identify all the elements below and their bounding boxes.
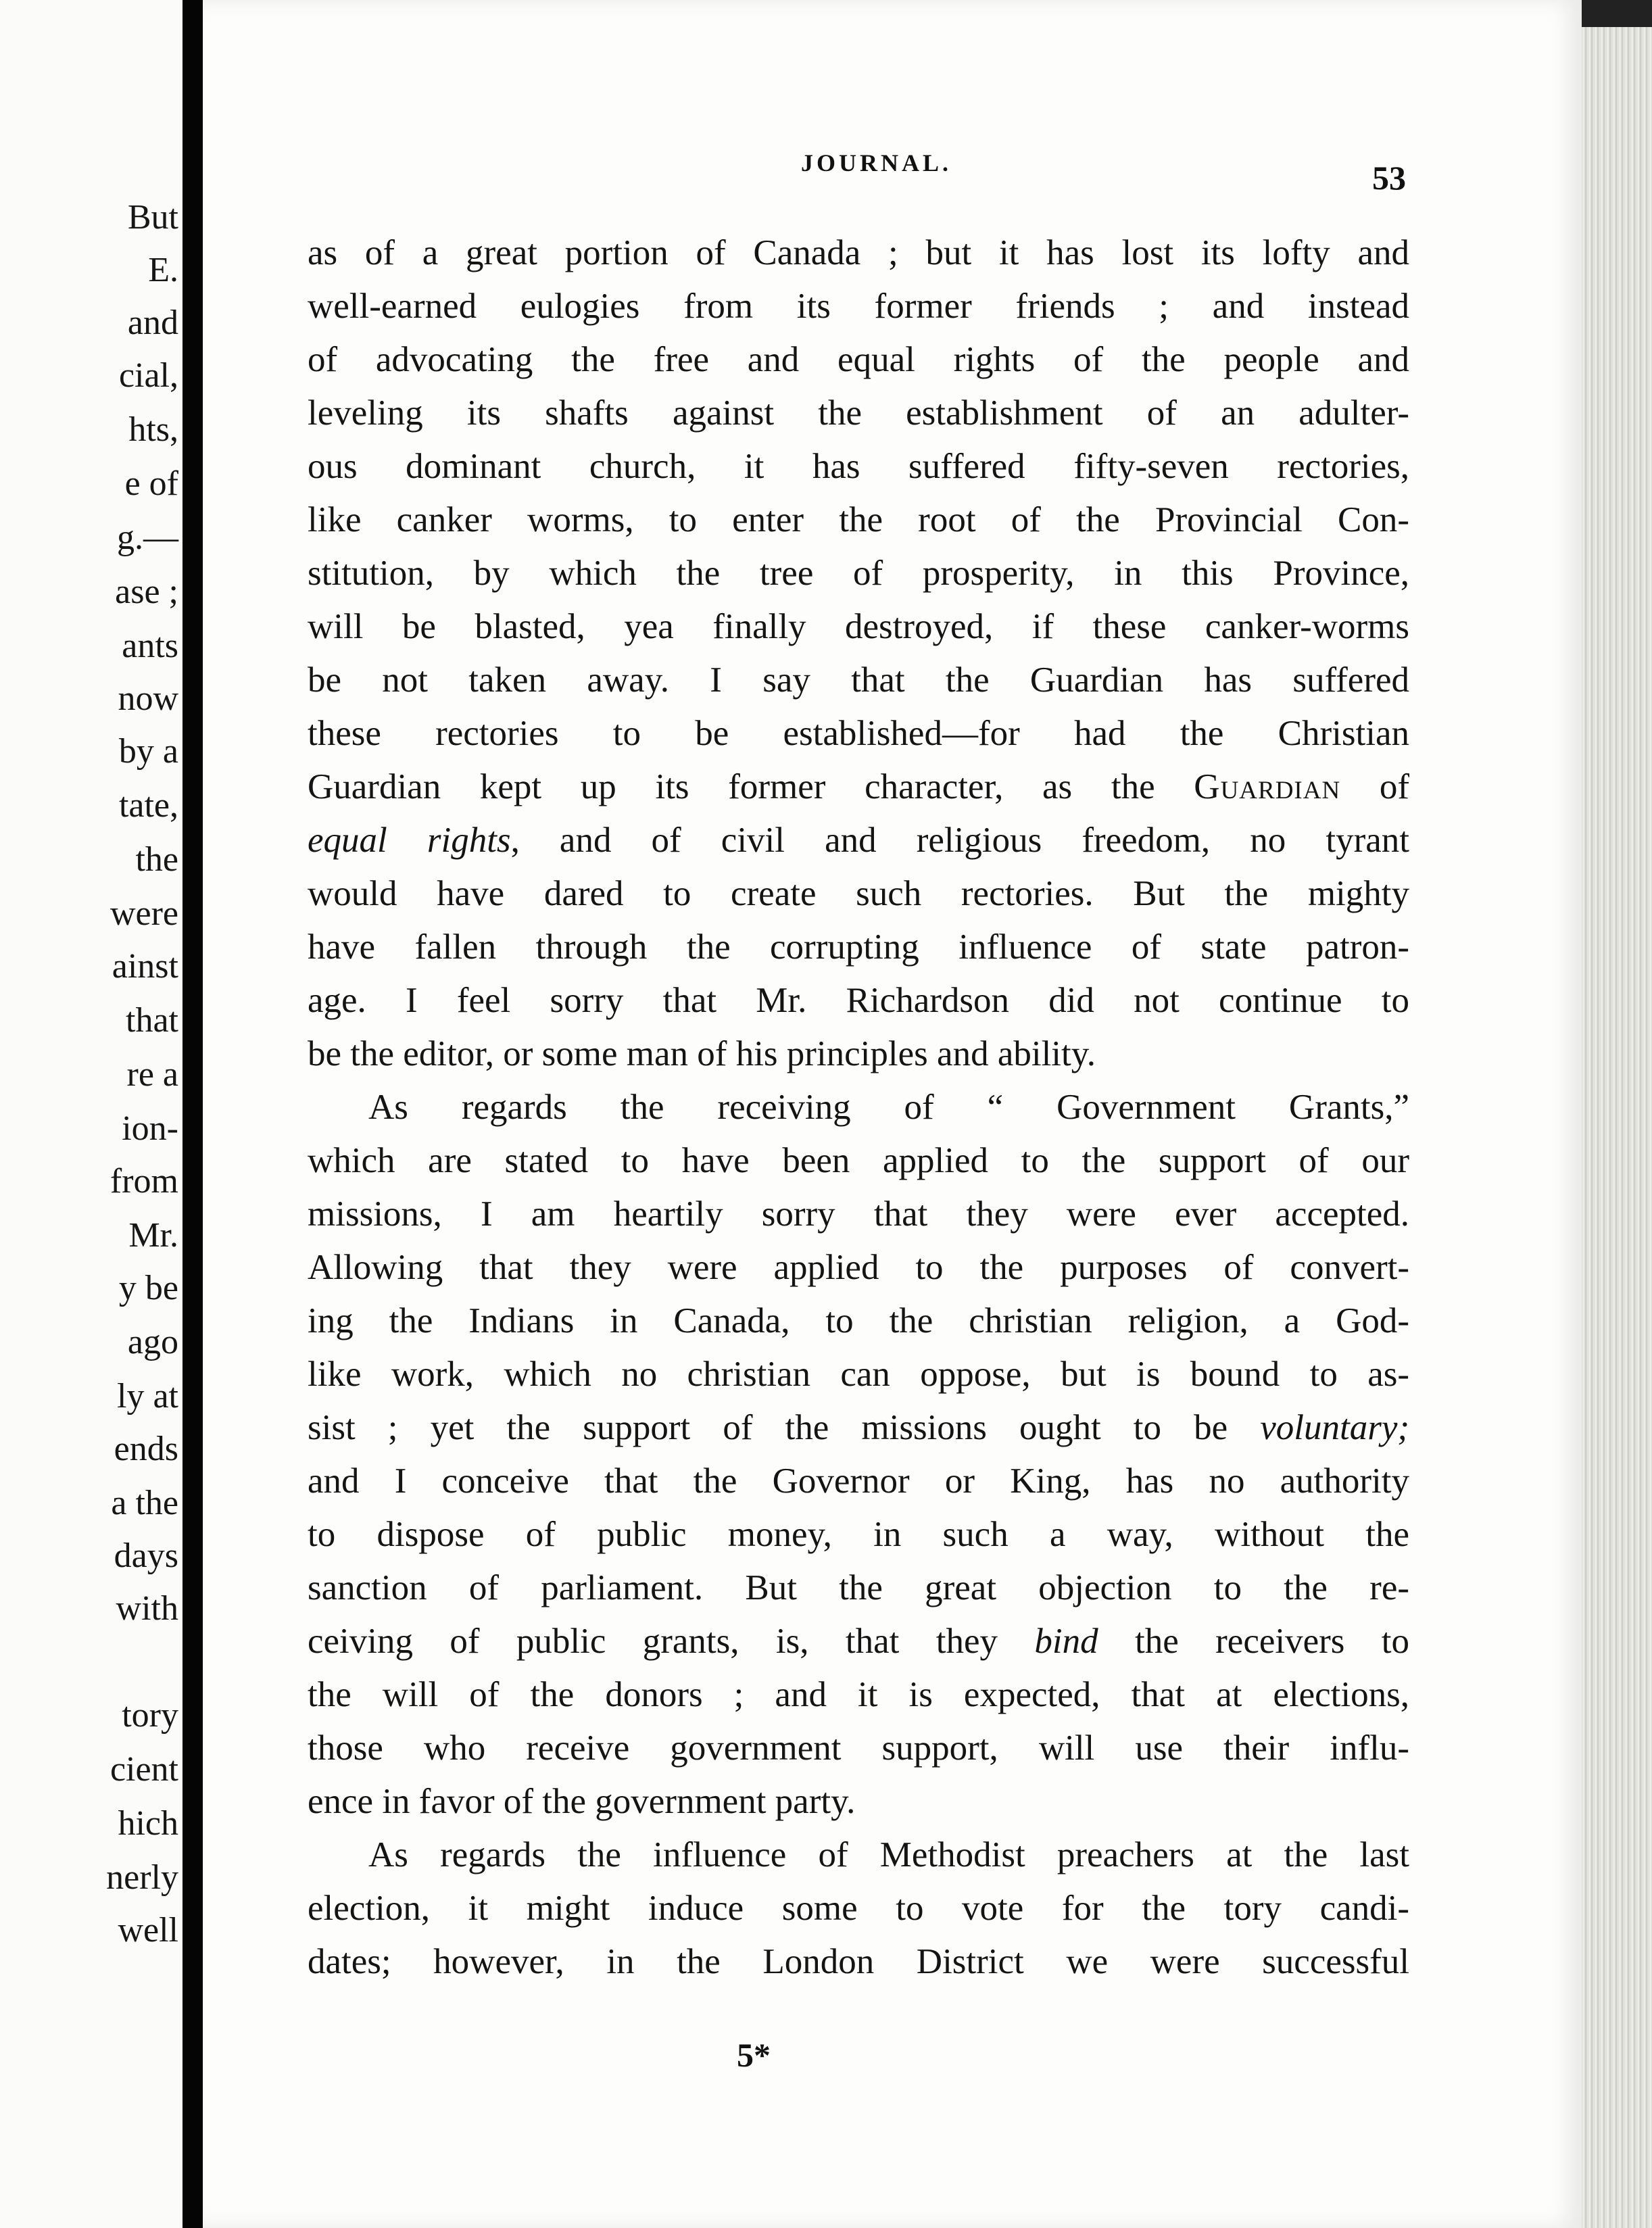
text-line: those who receive government support, will use their influ-	[308, 1728, 1409, 1768]
text-line: age. I feel sorry that Mr. Richardson did not continue to	[308, 981, 1409, 1020]
text-line: would have dared to create such rectories. But the mighty	[308, 874, 1409, 913]
text-line: ous dominant church, it has suffered fifty-seven rectories,	[308, 447, 1409, 486]
text-fragment: ceiving of public grants, is, that they	[308, 1622, 998, 1661]
left-fragment: ainst	[112, 947, 178, 986]
left-fragment: days	[114, 1536, 178, 1575]
text-line: as of a great portion of Canada ; but it has lost its lofty and	[308, 233, 1409, 272]
text-line: missions, I am heartily sorry that they were ever accepted.	[308, 1194, 1409, 1234]
left-fragment: by a	[118, 732, 178, 771]
text-line	[308, 760, 1409, 814]
text-fragment: Guardian kept up its former character, as the	[308, 767, 1155, 806]
left-fragment: y be	[118, 1269, 178, 1307]
signature-mark: 5*	[737, 2036, 771, 2074]
left-fragment: well	[118, 1911, 178, 1950]
left-fragment: ago	[127, 1323, 178, 1361]
page-edge-shadow	[1582, 0, 1652, 27]
text-line: well-earned eulogies from its former friends ; and instead	[308, 287, 1409, 326]
text-line: sanction of parliament. But the great objection to the re-	[308, 1568, 1409, 1607]
text-line: the will of the donors ; and it is expected, that at elections,	[308, 1675, 1409, 1714]
text-line: stitution, by which the tree of prosperity, in this Province,	[308, 554, 1409, 593]
text-line	[308, 1615, 1409, 1668]
book-gutter	[183, 0, 203, 2228]
italic-word: bind	[1034, 1622, 1098, 1661]
page-number: 53	[1372, 159, 1406, 197]
text-line: will be blasted, yea finally destroyed, if these canker-worms	[308, 607, 1409, 646]
left-fragment: nerly	[106, 1858, 178, 1897]
text-fragment: sist ; yet the support of the missions ought to be	[308, 1408, 1228, 1447]
italic-word: voluntary;	[1260, 1408, 1409, 1447]
text-line: like canker worms, to enter the root of the Provincial Con-	[308, 500, 1409, 539]
left-fragment: ends	[114, 1430, 178, 1468]
text-line: As regards the receiving of “ Government Grants,”	[368, 1088, 1409, 1127]
text-fragment: the receivers to	[1135, 1622, 1409, 1661]
left-fragment: cial,	[118, 356, 178, 395]
left-fragment: now	[118, 679, 178, 718]
text-line: which are stated to have been applied to the support of our	[308, 1141, 1409, 1180]
left-fragment: the	[135, 840, 178, 879]
text-line: election, it might induce some to vote for the tory candi-	[308, 1889, 1409, 1928]
left-fragment: from	[110, 1162, 178, 1201]
text-line: dates; however, in the London District we were successful	[308, 1942, 1409, 1981]
left-fragment: But	[127, 198, 178, 237]
page-stack-edge	[1582, 27, 1652, 2228]
left-fragment: ase ;	[115, 573, 178, 611]
left-fragment: a the	[111, 1484, 178, 1522]
left-fragment: ants	[122, 627, 178, 665]
text-line: and I conceive that the Governor or King, has no authority	[308, 1461, 1409, 1501]
text-line	[308, 1401, 1409, 1455]
text-line: to dispose of public money, in such a way, without the	[308, 1515, 1409, 1554]
body-text	[308, 226, 1409, 1989]
guardian-small-caps: Guardian	[1194, 767, 1341, 806]
left-fragment: g.—	[117, 518, 178, 557]
text-line	[308, 814, 1409, 867]
left-fragment: with	[116, 1589, 178, 1628]
left-fragment: tory	[122, 1696, 178, 1735]
left-fragment: ion-	[122, 1109, 178, 1148]
italic-phrase: equal rights	[308, 821, 511, 860]
text-line: like work, which no christian can oppose, but is bound to as-	[308, 1355, 1409, 1394]
left-fragment: re a	[126, 1055, 178, 1094]
text-line: be the editor, or some man of his principles and ability.	[308, 1034, 1096, 1073]
left-fragment: e of	[124, 464, 178, 503]
left-fragment: were	[110, 894, 178, 933]
left-page-fragment	[0, 0, 183, 2228]
left-fragment: E.	[148, 251, 178, 289]
running-head: JOURNAL.	[801, 149, 952, 176]
left-fragment: tate,	[118, 786, 178, 825]
left-fragment: cient	[110, 1750, 178, 1789]
left-fragment: hich	[118, 1804, 178, 1843]
text-line: ing the Indians in Canada, to the christian religion, a God-	[308, 1301, 1409, 1340]
left-fragment: ly at	[117, 1377, 178, 1415]
text-fragment: of	[1379, 767, 1410, 806]
text-line: As regards the influence of Methodist preachers at the last	[368, 1835, 1409, 1874]
text-line: leveling its shafts against the establishment of an adulter-	[308, 393, 1409, 433]
left-fragment: that	[126, 1001, 178, 1040]
text-fragment: , and of civil and religious freedom, no tyrant	[510, 821, 1409, 860]
left-fragment: Mr.	[128, 1216, 178, 1255]
text-line: ence in favor of the government party.	[308, 1782, 856, 1821]
left-fragment: and	[127, 304, 178, 342]
text-line: these rectories to be established—for had the Christian	[308, 714, 1409, 753]
text-line: Allowing that they were applied to the purposes of convert-	[308, 1248, 1409, 1287]
text-line: be not taken away. I say that the Guardian has suffered	[308, 660, 1409, 700]
left-fragment: hts,	[128, 410, 178, 449]
text-line: of advocating the free and equal rights of the people and	[308, 340, 1409, 379]
text-line: have fallen through the corrupting influence of state patron-	[308, 927, 1409, 967]
